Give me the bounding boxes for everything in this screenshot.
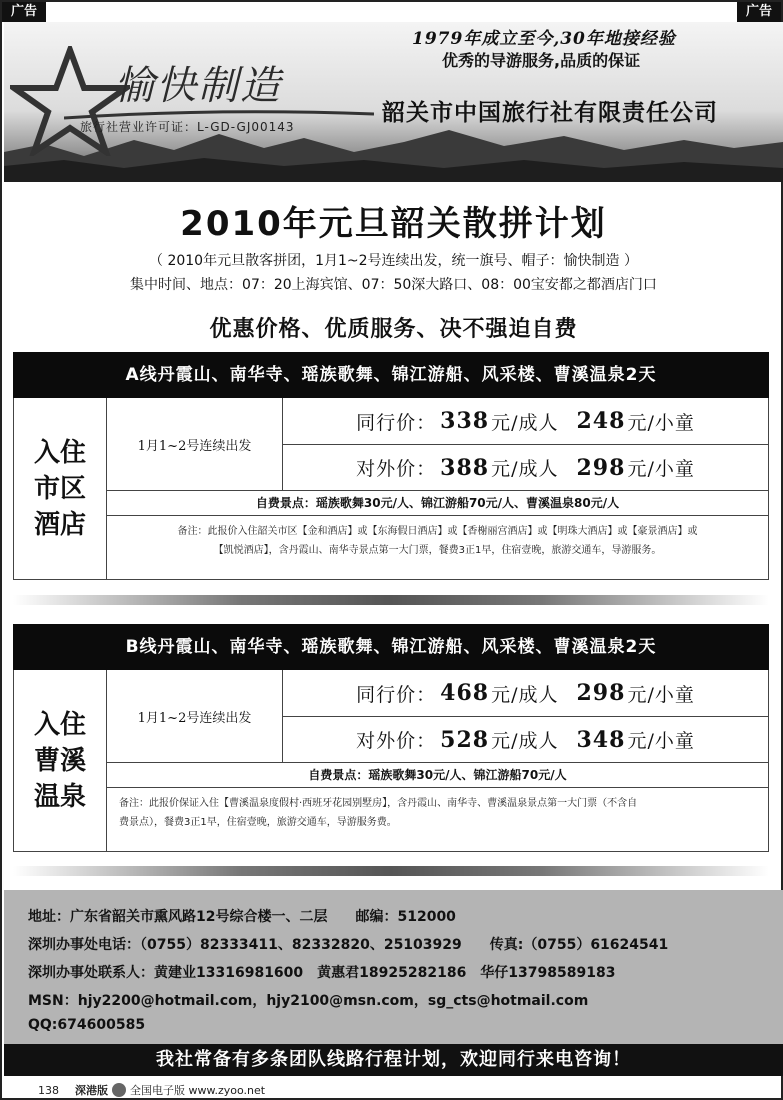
route-a-public-price: 对外价： 388 元/成人 298 元/小童: [283, 444, 768, 490]
route-b-stay-line: 温泉: [33, 781, 86, 812]
route-a-trade-price: 同行价： 338 元/成人 248 元/小童: [356, 408, 695, 434]
contact-qq: QQ:674600585: [28, 1017, 146, 1033]
route-b-block: [13, 624, 769, 852]
route-b-note: 备注：此报价保证入住【曹溪温泉度假村·西班牙花园别墅房】，含丹霞山、南华寺、曹溪温泉景点第一大门票（不含自 费景点），餐费3正1早，住宿壹晚，旅游交通车，导游服务费。: [119, 798, 638, 828]
route-b-title: B线丹霞山、南华寺、瑶族歌舞、锦江游船、风采楼、曹溪温泉2天: [13, 624, 769, 670]
route-b-extras: 自费景点：瑶族歌舞30元/人、锦江游船70元/人: [107, 762, 768, 788]
route-a-title: A线丹霞山、南华寺、瑶族歌舞、锦江游船、风采楼、曹溪温泉2天: [13, 352, 769, 398]
ad-label-right: 广告: [737, 2, 781, 22]
company-name: 韶关市中国旅行社有限责任公司: [382, 100, 718, 126]
route-a-stay-line: 酒店: [33, 509, 86, 540]
page-title: 2010年元旦韶关散拼计划: [180, 204, 607, 244]
route-a-note: 备注：此报价入住韶关市区【金和酒店】或【东海假日酒店】或【香榭丽宫酒店】或【明珠大酒店】或【豪景酒店】或 【凯悦酒店】，含丹霞山、南华寺景点第一大门票，餐费3正1早，住宿壹晚，旅游交通车，导游服务。: [177, 526, 698, 556]
route-b-trade-price: 同行价： 468 元/成人 298 元/小童: [356, 680, 695, 706]
slogan-line-2: 优秀的导游服务,品质的保证: [442, 51, 641, 70]
bottom-banner: 我社常备有多条团队线路行程计划，欢迎同行来电咨询！: [4, 1044, 783, 1076]
route-a-stay-line: 市区: [33, 473, 86, 504]
ad-label-left: 广告: [2, 2, 46, 22]
contact-people: 深圳办事处联系人：黄建业13316981600 黄惠君18925282186 华仔13798589183: [28, 965, 616, 981]
promo-slogan: 优惠价格、优质服务、决不强迫自费: [209, 317, 578, 342]
edition-label: 深港版: [75, 1084, 108, 1097]
section-divider: [13, 866, 769, 876]
subtitle-line-1: （ 2010年元旦散客拼团，1月1~2号连续出发，统一旗号、帽子：愉快制造 ）: [149, 253, 638, 269]
route-a-extras: 自费景点：瑶族歌舞30元/人、锦江游船70元/人、曹溪温泉80元/人: [107, 490, 768, 516]
publication-logo-icon: [112, 1083, 126, 1097]
route-a-stay-line: 入住: [33, 437, 86, 468]
route-b-stay-line: 入住: [33, 709, 86, 740]
contact-address: 地址：广东省韶关市熏风路12号综合楼一、二层 邮编：512000: [28, 909, 456, 925]
route-a-table: [13, 398, 769, 580]
route-b-departure: 1月1~2号连续出发: [107, 670, 283, 762]
route-b-stay: [14, 670, 107, 851]
route-b-stay-line: 曹溪: [33, 745, 86, 776]
brand-name: 愉快制造: [114, 63, 282, 109]
slogan-line-1: 1979年成立至今,30年地接经验: [412, 29, 676, 49]
route-a-block: [13, 352, 769, 580]
route-b-public-price: 对外价： 528 元/成人 348 元/小童: [283, 716, 768, 762]
route-a-stay: [14, 398, 107, 579]
subtitle-line-2: 集中时间、地点：07：20上海宾馆、07：50深大路口、08：00宝安都之都酒店门口: [130, 277, 657, 293]
site-label: 全国电子版 www.zyoo.net: [130, 1084, 266, 1097]
page-number: 138: [38, 1083, 59, 1097]
contact-phone: 深圳办事处电话：（0755）82333411、82332820、25103929 传真:（0755）61624541: [28, 937, 669, 953]
contact-msn: MSN：hjy2200@hotmail.com，hjy2100@msn.com，sg_cts@hotmail.com: [28, 993, 589, 1009]
page-footer: [38, 1082, 265, 1098]
route-b-table: [13, 670, 769, 852]
section-divider: [13, 595, 769, 605]
star-logo-icon: [10, 46, 130, 156]
route-a-departure: 1月1~2号连续出发: [107, 398, 283, 490]
header-banner: [4, 22, 783, 182]
license-number: 旅行社营业许可证：L-GD-GJ00143: [80, 120, 295, 134]
contact-block: [4, 890, 783, 1044]
